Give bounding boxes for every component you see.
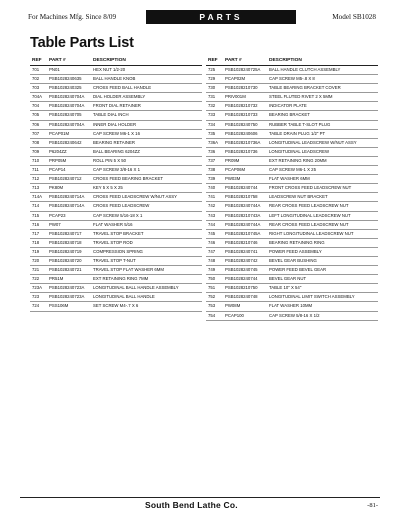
table-row (206, 266, 378, 275)
table-header (30, 56, 202, 66)
part-number-cell: PCAP14 (49, 167, 66, 173)
part-number-cell: PSB1028240704A (49, 121, 85, 127)
table-row (206, 239, 378, 248)
description-cell: RIGHT LONGITUDINAL LEADSCREW NUT (269, 230, 354, 236)
ref-cell: 737 (208, 157, 216, 163)
table-row (30, 111, 202, 120)
description-cell: TABLE BEARING BRACKET COVER (269, 85, 341, 91)
ref-header: REF (208, 58, 218, 63)
description-header: DESCRIPTION (93, 58, 126, 63)
description-cell: HEX NUT 1/2-20 (93, 67, 126, 72)
table-row (206, 139, 378, 148)
description-cell: CAP SCREW 5/8-16 X 1/2 (269, 312, 320, 318)
ref-cell: 704A (32, 94, 43, 100)
part-number-cell: PSB1028240742 (225, 257, 258, 263)
table-row (30, 66, 202, 75)
ref-cell: 751 (208, 285, 216, 291)
table-row (30, 130, 202, 139)
table-row (30, 84, 202, 93)
part-number-cell: PSB1028240723A (49, 294, 85, 300)
ref-header: REF (32, 58, 42, 63)
ref-cell: 736A (208, 139, 219, 145)
ref-cell: 721 (32, 267, 40, 273)
table-row (206, 66, 378, 75)
footer-rule (20, 497, 380, 498)
part-number-cell: PSB1028240714A (49, 194, 85, 200)
ref-cell: 740 (208, 185, 216, 191)
machines-mfg-note: For Machines Mfg. Since 8/09 (28, 13, 117, 21)
ref-cell: 731 (208, 94, 216, 100)
part-number-cell: PSB1028210736 (225, 148, 258, 154)
part-number-cell: PRP05M (49, 157, 67, 163)
description-cell: ROLL PIN 5 X 50 (93, 157, 127, 163)
ref-cell: 719 (32, 248, 40, 254)
description-cell: DIAL HOLDER ASSEMBLY (93, 94, 146, 100)
ref-cell: 717 (32, 230, 40, 236)
part-number-cell: PSB1028240723A (49, 285, 85, 291)
description-cell: CAP SCREW M6-1 X 25 (269, 167, 316, 173)
table-row (206, 302, 378, 311)
part-number-cell: P6204ZZ (49, 148, 67, 154)
description-cell: STEEL FLUTED RIVET 2 X 5MM (269, 94, 333, 100)
table-row (206, 75, 378, 84)
section-banner: PARTS (146, 10, 296, 24)
ref-cell: 736 (208, 148, 216, 154)
part-number-cell: PSB1028240717 (49, 230, 82, 236)
table-row (30, 212, 202, 221)
ref-cell: 754 (208, 312, 216, 318)
description-cell: EXT RETAINING RING 7MM (93, 276, 149, 282)
table-row (30, 266, 202, 275)
part-number-cell: PW03M (225, 176, 241, 182)
description-cell: LEFT LONGITUDINAL LEADSCREW NUT (269, 212, 351, 218)
part-number-cell: PSB1028240606 (225, 130, 258, 136)
part-number-cell: PSB1028210743A (225, 212, 261, 218)
table-row (30, 230, 202, 239)
table-row (30, 157, 202, 166)
ref-cell: 707 (32, 130, 40, 136)
description-cell: BEARING RETAINING RING (269, 239, 325, 245)
ref-cell: 746 (208, 239, 216, 245)
ref-cell: 741 (208, 194, 216, 200)
ref-cell: 722 (32, 276, 40, 282)
table-row (206, 284, 378, 293)
description-cell: LONGITUDINAL BALL HANDLE (93, 294, 155, 300)
ref-cell: 732 (208, 103, 216, 109)
description-cell: FLAT WASHER 6MM (269, 176, 310, 182)
description-cell: COMPRESSION SPRING (93, 248, 143, 254)
part-number-cell: PSB1028240642 (49, 139, 82, 145)
model-number: Model SB1028 (332, 13, 376, 21)
ref-cell: 745 (208, 230, 216, 236)
table-row (206, 130, 378, 139)
page-title: Table Parts List (30, 35, 134, 51)
ref-cell: 723A (32, 285, 43, 291)
description-cell: BEVEL GEAR BUSHING (269, 257, 317, 263)
parts-table-right (206, 56, 378, 321)
ref-cell: 725 (208, 67, 216, 72)
table-row (30, 175, 202, 184)
table-row (206, 175, 378, 184)
description-header: DESCRIPTION (269, 58, 302, 63)
page-header (20, 10, 380, 28)
ref-cell: 729 (208, 76, 216, 82)
table-row (30, 166, 202, 175)
part-number-cell: PSB1028240705 (49, 112, 82, 118)
ref-cell: 710 (32, 157, 40, 163)
part-number-cell: PSB1028240725A (225, 67, 261, 72)
table-row (206, 293, 378, 302)
ref-cell: 749 (208, 267, 216, 273)
description-cell: LONGITUDINAL LEADSCREW (269, 148, 330, 154)
ref-cell: 714A (32, 194, 43, 200)
description-cell: TRAVEL STOP ROD (93, 239, 133, 245)
part-number-cell: PRIV001M (225, 94, 246, 100)
part-number-cell: PSB1028210736A (225, 139, 261, 145)
description-cell: SET SCREW M4-.7 X 6 (93, 303, 139, 309)
part-number-cell: PSB1028210730 (225, 85, 258, 91)
ref-cell: 723 (32, 294, 40, 300)
ref-cell: 730 (208, 85, 216, 91)
part-number-cell: PSB1028240744A (225, 203, 261, 209)
description-cell: CROSS FEED LEADSCREW (93, 203, 150, 209)
table-row (30, 284, 202, 293)
ref-cell: 720 (32, 257, 40, 263)
description-cell: LONGITUDINAL LEADSCREW W/NUT ASSY (269, 139, 357, 145)
ref-cell: 705 (32, 112, 40, 118)
ref-cell: 718 (32, 239, 40, 245)
description-cell: REAR CROSS FEED LEADSCREW NUT (269, 221, 349, 227)
ref-cell: 734 (208, 121, 216, 127)
part-number-cell: PSB1028240741 (225, 248, 258, 254)
ref-cell: 735 (208, 130, 216, 136)
description-cell: LONGITUDINAL BALL HANDLE ASSEMBLY (93, 285, 179, 291)
table-row (206, 148, 378, 157)
description-cell: CROSS FEED BALL HANDLE (93, 85, 152, 91)
description-cell: BEARING RETAINER (93, 139, 135, 145)
description-cell: REAR CROSS FEED LEADSCREW NUT (269, 203, 349, 209)
table-row (30, 202, 202, 211)
table-row (30, 293, 202, 302)
table-row (30, 148, 202, 157)
ref-cell: 750 (208, 276, 216, 282)
table-row (30, 275, 202, 284)
description-cell: CAP SCREW M6-1 X 16 (93, 130, 140, 136)
part-header: PART # (225, 58, 242, 63)
ref-cell: 711 (32, 167, 39, 173)
page-number: -81- (367, 502, 378, 509)
description-cell: RUBBER TABLE T-SLOT PLUG (269, 121, 331, 127)
table-row (30, 75, 202, 84)
ref-cell: 713 (32, 185, 40, 191)
part-number-cell: PK80M (49, 185, 64, 191)
description-cell: CAP SCREW 3/8-16 X 1 (93, 167, 140, 173)
part-number-cell: PSB1028240719 (49, 248, 82, 254)
ref-cell: 752 (208, 294, 216, 300)
part-number-cell: PCAP23 (49, 212, 66, 218)
description-cell: BEVEL GEAR NUT (269, 276, 307, 282)
description-cell: TRAVEL STOP BRACKET (93, 230, 144, 236)
ref-cell: 712 (32, 176, 40, 182)
description-cell: TABLE DIAL INCH (93, 112, 129, 118)
part-number-cell: PSB1028240744 (225, 185, 258, 191)
description-cell: FLAT WASHER 5/16 (93, 221, 133, 227)
ref-cell: 738 (208, 167, 216, 173)
description-cell: BALL HANDLE CLUTCH ASSEMBLY (269, 67, 341, 72)
description-cell: INNER DIAL HOLDER (93, 121, 137, 127)
description-cell: TRAVEL STOP T-NUT (93, 257, 136, 263)
table-row (30, 248, 202, 257)
part-number-cell: PSB1028240704A (49, 94, 85, 100)
table-row (206, 275, 378, 284)
ref-cell: 744 (208, 221, 216, 227)
table-row (30, 184, 202, 193)
part-number-cell: PSB1028240325 (49, 85, 82, 91)
table-row (30, 257, 202, 266)
part-number-cell: PSB1028240718 (49, 239, 82, 245)
part-header: PART # (49, 58, 66, 63)
table-row (206, 312, 378, 321)
description-cell: CROSS FEED BEARING BRACKET (93, 176, 163, 182)
part-number-cell: PSB1028240712 (49, 176, 82, 182)
ref-cell: 747 (208, 248, 216, 254)
part-number-cell: PSB1028210746 (225, 239, 258, 245)
parts-table-left (30, 56, 202, 312)
part-number-cell: PW07 (49, 221, 61, 227)
description-cell: TABLE DRAIN PLUG 1/2" PT (269, 130, 326, 136)
description-cell: EXT RETAINING RING 20MM (269, 157, 327, 163)
part-number-cell: PCAP01M (49, 130, 70, 136)
part-number-cell: PSB1028210732 (225, 103, 258, 109)
ref-cell: 702 (32, 76, 40, 82)
description-cell: INDICATOR PLATE (269, 103, 307, 109)
description-cell: FRONT DIAL RETAINER (93, 103, 141, 109)
description-cell: CAP SCREW 5/16-18 X 1 (93, 212, 143, 218)
part-number-cell: PSS106M (49, 303, 69, 309)
part-number-cell: PSB1028240704A (49, 103, 85, 109)
table-row (206, 212, 378, 221)
table-row (206, 248, 378, 257)
table-row (30, 93, 202, 102)
part-number-cell: PN01 (49, 67, 60, 72)
table-row (206, 111, 378, 120)
table-header (206, 56, 378, 66)
description-cell: FRONT CROSS FEED LEADSCREW NUT (269, 185, 352, 191)
part-number-cell: PSB1028240635 (49, 76, 82, 82)
table-row (206, 221, 378, 230)
table-row (30, 139, 202, 148)
description-cell: LONGITUDINAL LIMIT SWITCH ASSEMBLY (269, 294, 355, 300)
ref-cell: 753 (208, 303, 216, 309)
ref-cell: 701 (32, 67, 40, 72)
ref-cell: 739 (208, 176, 216, 182)
table-row (30, 121, 202, 130)
table-row (206, 257, 378, 266)
part-number-cell: PSB1028240744A (225, 221, 261, 227)
table-row (206, 166, 378, 175)
ref-cell: 706 (32, 121, 40, 127)
description-cell: CROSS FEED LEADSCREW W/NUT ASSY (93, 194, 177, 200)
table-row (206, 84, 378, 93)
description-cell: TABLE 10" X 54" (269, 285, 302, 291)
part-number-cell: PSB1028240744 (225, 276, 258, 282)
part-number-cell: PSB1028240745 (225, 267, 258, 273)
table-row (30, 102, 202, 111)
part-number-cell: PSB1028210733 (225, 112, 258, 118)
table-row (206, 157, 378, 166)
part-number-cell: PR09M (225, 157, 240, 163)
part-number-cell: PSB1028240721 (49, 267, 82, 273)
table-row (206, 202, 378, 211)
table-row (30, 302, 202, 311)
table-row (206, 184, 378, 193)
table-row (206, 193, 378, 202)
description-cell: LEADSCREW NUT BRACKET (269, 194, 328, 200)
part-number-cell: PSB1028240714A (49, 203, 85, 209)
ref-cell: 715 (32, 212, 40, 218)
description-cell: BEARING BRACKET (269, 112, 310, 118)
table-row (206, 93, 378, 102)
ref-cell: 708 (32, 139, 40, 145)
table-row (206, 121, 378, 130)
table-row (30, 239, 202, 248)
table-row (30, 221, 202, 230)
ref-cell: 748 (208, 257, 216, 263)
table-row (30, 193, 202, 202)
ref-cell: 742 (208, 203, 216, 209)
part-number-cell: PSB1028210745A (225, 230, 261, 236)
part-number-cell: PCAP02M (225, 76, 246, 82)
ref-cell: 709 (32, 148, 40, 154)
description-cell: BALL HANDLE KNOB (93, 76, 136, 82)
description-cell: KEY 5 X 5 X 25 (93, 185, 123, 191)
brand-name: South Bend Lathe Co. (145, 500, 238, 510)
part-number-cell: PSB1028210750 (225, 285, 258, 291)
description-cell: TRAVEL STOP FLAT WASHER 6MM (93, 267, 164, 273)
description-cell: BALL BEARING 6204ZZ (93, 148, 140, 154)
ref-cell: 724 (32, 303, 40, 309)
ref-cell: 733 (208, 112, 216, 118)
part-number-cell: PSB1028240720 (49, 257, 82, 263)
table-row (206, 102, 378, 111)
ref-cell: 703 (32, 85, 40, 91)
part-number-cell: PCAP06M (225, 167, 246, 173)
ref-cell: 716 (32, 221, 40, 227)
ref-cell: 743 (208, 212, 216, 218)
part-number-cell: PCAP100 (225, 312, 244, 318)
part-number-cell: PR51M (49, 276, 64, 282)
table-row (206, 230, 378, 239)
ref-cell: 714 (32, 203, 40, 209)
description-cell: CAP SCREW M5-.8 X 8 (269, 76, 315, 82)
ref-cell: 704 (32, 103, 40, 109)
part-number-cell: PSB1028240748 (225, 294, 258, 300)
part-number-cell: PSB1028240750 (225, 121, 258, 127)
description-cell: POWER FEED BEVEL GEAR (269, 267, 327, 273)
part-number-cell: PSB1028210758 (225, 194, 258, 200)
part-number-cell: PW08M (225, 303, 241, 309)
description-cell: FLAT WASHER 10MM (269, 303, 313, 309)
description-cell: POWER FEED ASSEMBLY (269, 248, 322, 254)
